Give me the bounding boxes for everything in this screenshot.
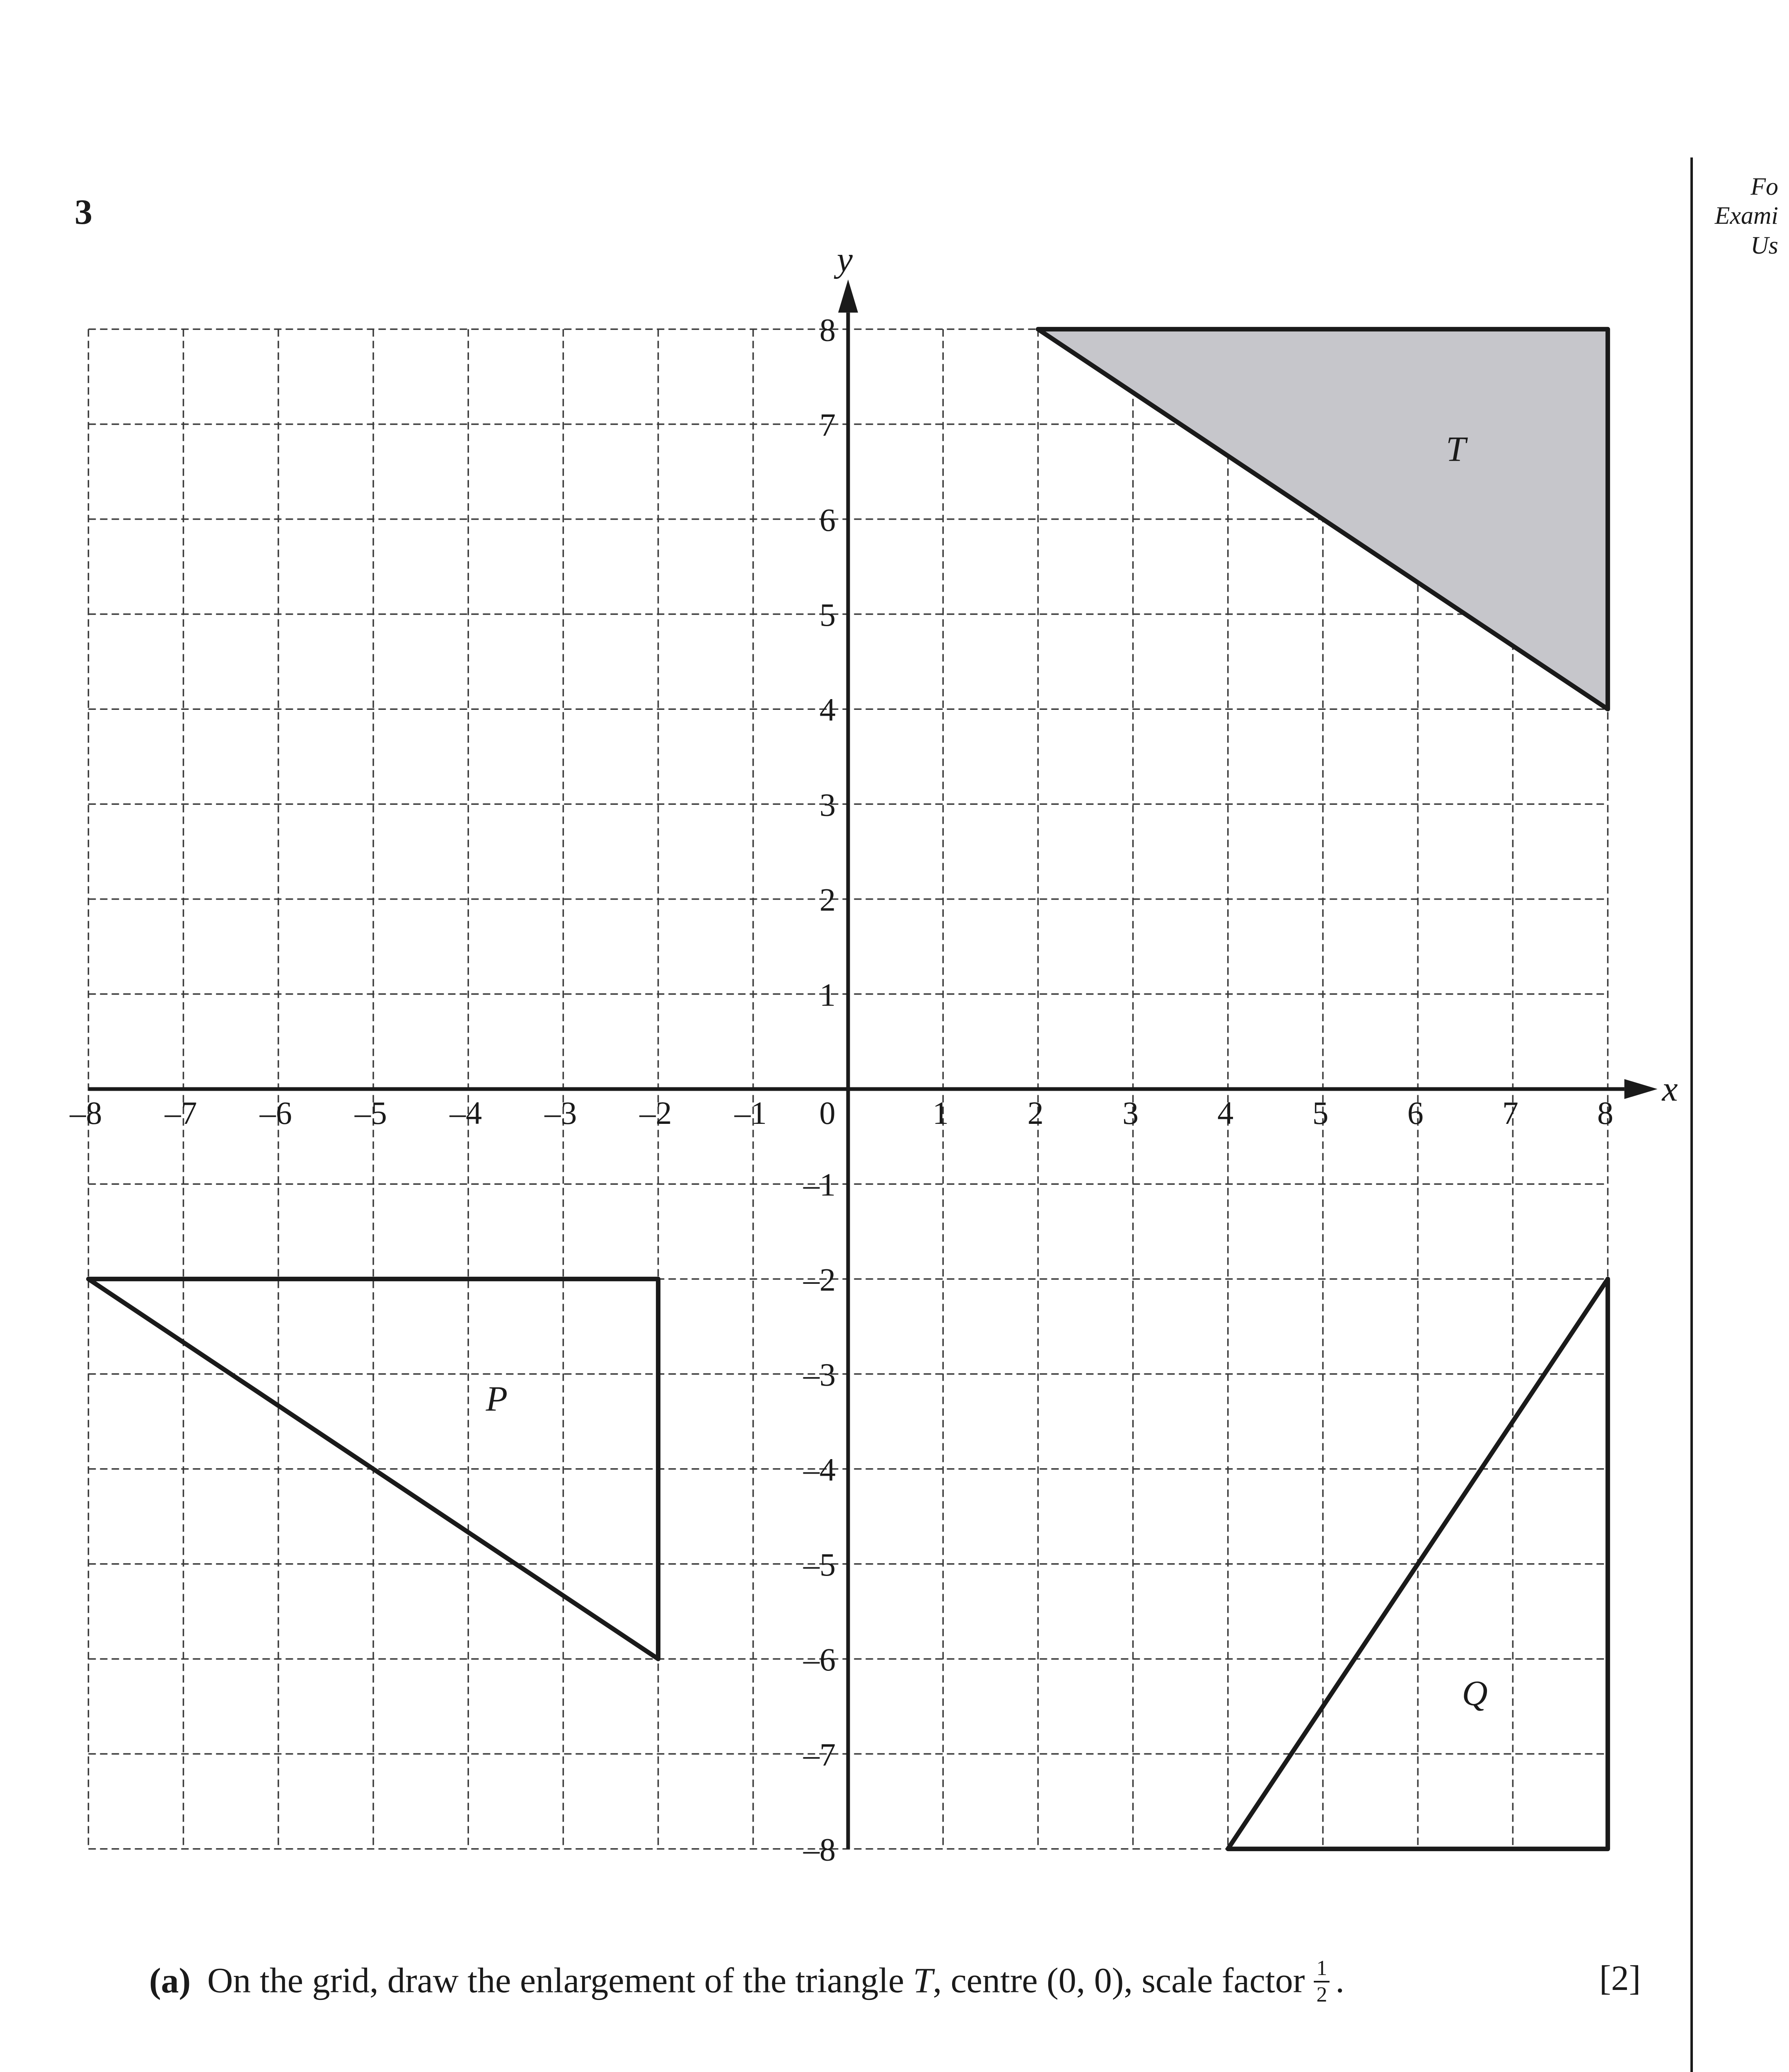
question-part-label: (a) — [149, 1960, 191, 2000]
triangle-label-t: T — [1446, 429, 1466, 469]
margin-header-line-1: Fo — [1750, 173, 1778, 200]
y-tick-label: –2 — [803, 1261, 836, 1298]
x-axis-label: x — [1662, 1069, 1678, 1109]
x-tick-label: –8 — [70, 1095, 102, 1131]
x-tick-label: –1 — [734, 1095, 767, 1131]
x-axis-arrow-icon — [1625, 1079, 1658, 1099]
scale-factor-fraction — [1314, 1958, 1330, 2006]
y-tick-label: –8 — [803, 1831, 836, 1868]
y-tick-label: 4 — [820, 692, 836, 728]
question-text-after: , centre (0, 0), scale factor — [933, 1960, 1305, 2000]
x-tick-label: 2 — [1027, 1095, 1044, 1131]
x-tick-label: 3 — [1122, 1095, 1139, 1131]
x-tick-label: –4 — [450, 1095, 482, 1131]
x-tick-label: –7 — [164, 1095, 197, 1131]
origin-label: 0 — [819, 1095, 836, 1131]
y-tick-label: 1 — [820, 976, 836, 1013]
question-marks: [2] — [1599, 1958, 1641, 1998]
y-axis-label: y — [836, 239, 853, 279]
y-tick-label: 8 — [820, 312, 836, 348]
x-tick-label: 5 — [1312, 1095, 1329, 1131]
x-tick-label: 7 — [1502, 1095, 1518, 1131]
y-tick-label: –7 — [803, 1736, 836, 1773]
y-tick-label: –5 — [803, 1547, 836, 1583]
triangle-label-p: P — [486, 1379, 508, 1419]
y-tick-label: –4 — [803, 1451, 836, 1488]
y-tick-label: –3 — [803, 1356, 836, 1393]
x-tick-label: –2 — [639, 1095, 672, 1131]
question-text-end: . — [1335, 1960, 1344, 2000]
y-tick-label: –1 — [803, 1167, 836, 1203]
margin-header-line-3: Us — [1750, 232, 1778, 259]
y-tick-label: 6 — [820, 501, 836, 538]
question-a — [149, 1956, 1344, 2008]
x-tick-label: 6 — [1407, 1095, 1424, 1131]
y-axis-arrow-icon — [838, 279, 858, 312]
question-text-variable: T — [913, 1960, 933, 2000]
x-tick-label: –6 — [259, 1095, 292, 1131]
x-tick-label: 8 — [1597, 1095, 1614, 1131]
fraction-denominator: 2 — [1316, 1983, 1327, 2007]
y-tick-label: –6 — [803, 1641, 836, 1678]
y-tick-label: 5 — [820, 597, 836, 633]
margin-header-line-2: Exami — [1714, 202, 1778, 229]
x-tick-label: –5 — [355, 1095, 387, 1131]
y-tick-label: 3 — [820, 787, 836, 823]
x-tick-label: 4 — [1217, 1095, 1234, 1131]
y-tick-label: 2 — [820, 881, 836, 918]
triangle-label-q: Q — [1462, 1673, 1488, 1713]
question-number: 3 — [75, 192, 92, 232]
x-tick-label: 1 — [932, 1095, 949, 1131]
x-tick-label: –3 — [544, 1095, 577, 1131]
question-text-before: On the grid, draw the enlargement of the triangle — [207, 1960, 913, 2000]
y-tick-label: 7 — [820, 407, 836, 443]
fraction-numerator: 1 — [1314, 1958, 1330, 1982]
